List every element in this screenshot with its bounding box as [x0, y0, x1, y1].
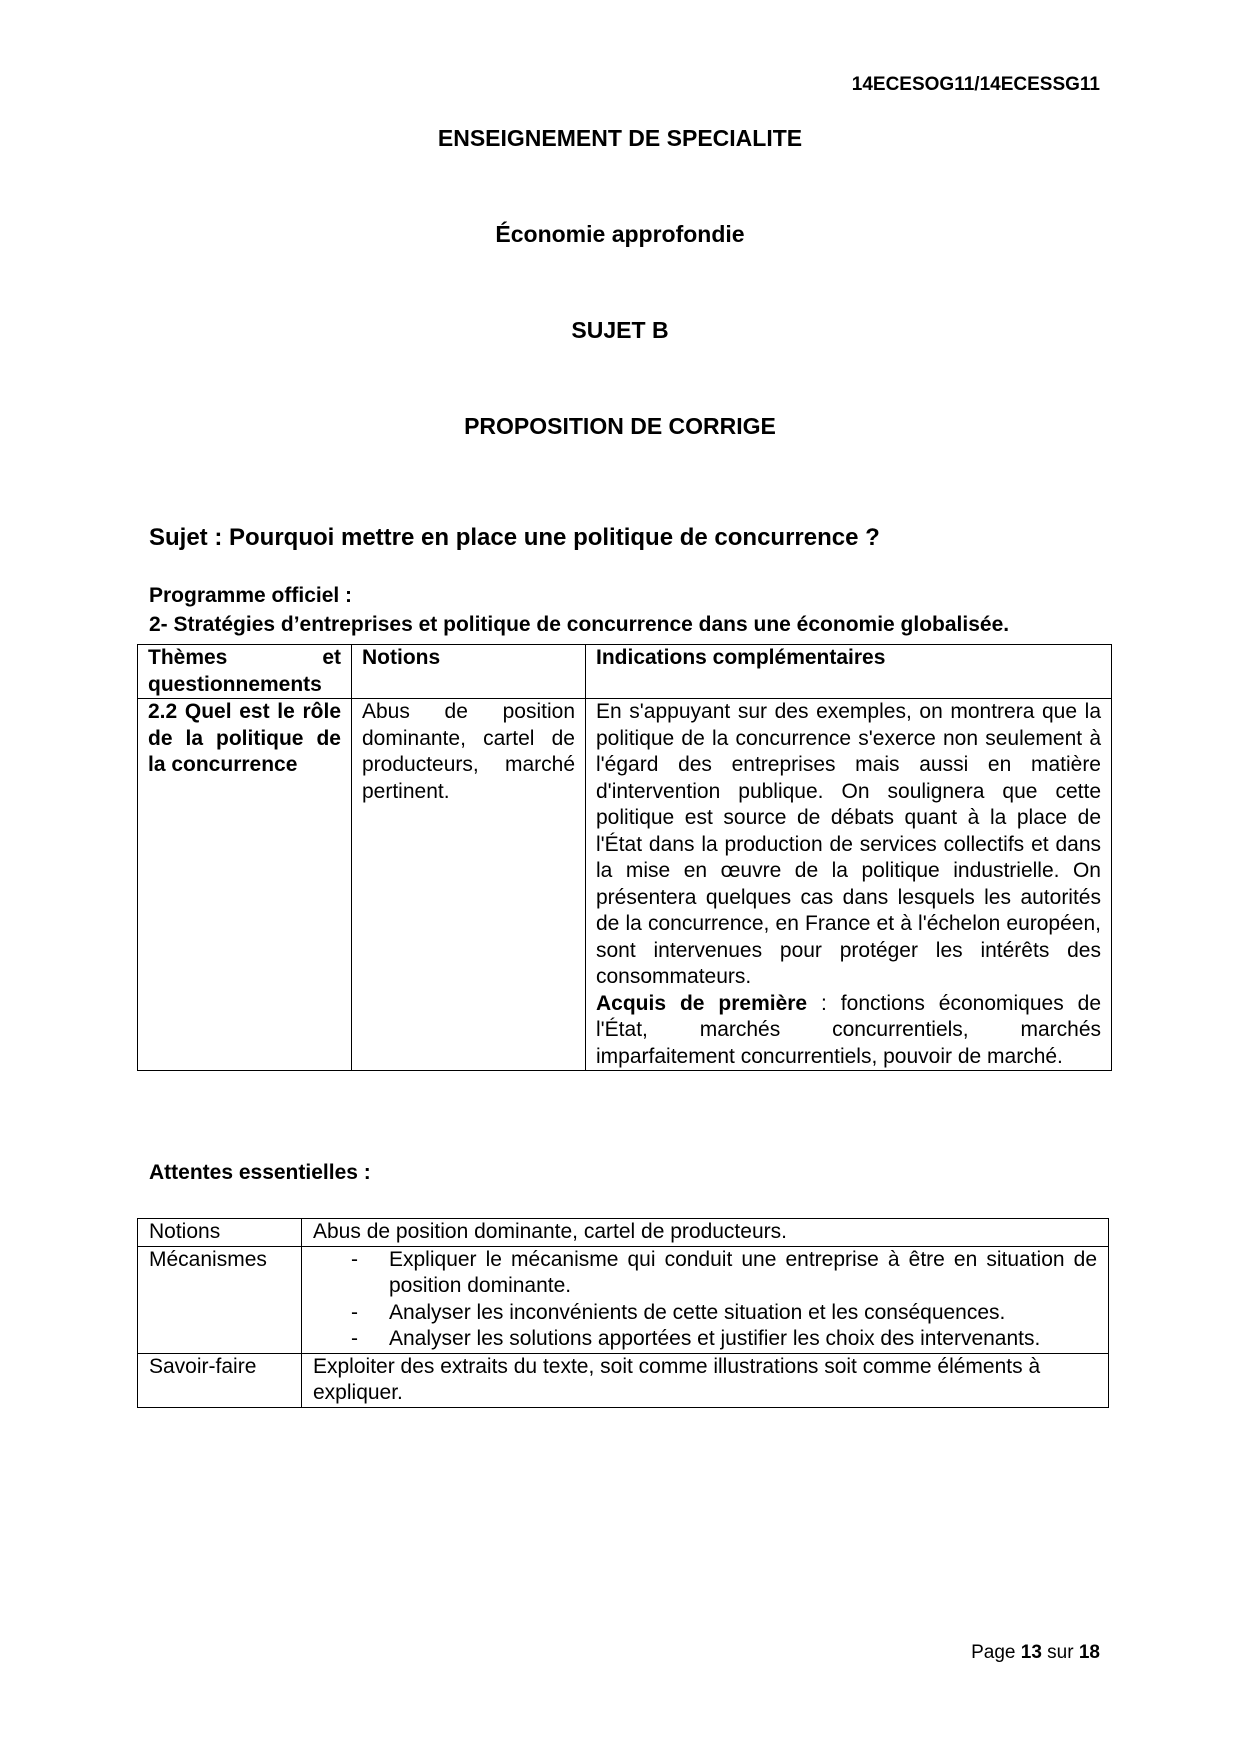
title-corrige: PROPOSITION DE CORRIGE	[464, 413, 776, 439]
page-number	[971, 1642, 1100, 1664]
title-sujet: SUJET B	[571, 317, 669, 343]
column-header-indications: Indications complémentaires	[586, 645, 1112, 699]
page-sep: sur	[1047, 1642, 1074, 1663]
attentes-label-mecanismes: Mécanismes	[138, 1246, 302, 1353]
cell-indications	[586, 699, 1112, 1071]
attentes-label-notions: Notions	[138, 1219, 302, 1247]
attentes-content-mecanismes	[302, 1246, 1109, 1353]
attentes-label: Attentes essentielles :	[149, 1161, 371, 1184]
attentes-row-mecanismes	[138, 1246, 1109, 1353]
cell-theme: 2.2 Quel est le rôle de la politique de la concurrence	[138, 699, 352, 1071]
attentes-row-savoir-faire	[138, 1353, 1109, 1407]
list-item: - Analyser les inconvénients de cette situation et les conséquences.	[351, 1300, 1097, 1327]
column-header-themes: Thèmes et questionnements	[138, 645, 352, 699]
list-item: - Analyser les solutions apportées et justifier les choix des intervenants.	[351, 1326, 1097, 1353]
page-word: Page	[971, 1642, 1016, 1663]
programme-title: 2- Stratégies d’entreprises et politique de concurrence dans une économie globalisée.	[149, 613, 1010, 636]
column-header-notions: Notions	[352, 645, 586, 699]
attentes-content-savoir-faire: Exploiter des extraits du texte, soit comme illustrations soit comme éléments à expliquer.	[302, 1353, 1109, 1407]
attentes-label-savoir-faire: Savoir-faire	[138, 1353, 302, 1407]
acquis-text: : fonctions économiques de l'État, marchés concurrentiels, marchés imparfaitement concurrentiels, pouvoir de marché.	[596, 991, 1102, 1068]
attentes-row-notions	[138, 1219, 1109, 1247]
list-item: - Expliquer le mécanisme qui conduit une entreprise à être en situation de position dominante.	[351, 1247, 1097, 1300]
title-specialite: ENSEIGNEMENT DE SPECIALITE	[437, 125, 803, 151]
document-code: 14ECESOG11/14ECESSG11	[851, 74, 1100, 95]
page-total: 18	[1078, 1642, 1100, 1663]
acquis-block	[596, 991, 1101, 1071]
indications-text: En s'appuyant sur des exemples, on montrera que la politique de la concurrence s'exerce non seulement à l'égard des entreprises mais aussi en matière d'intervention publique. On soulignera que cette politique est source de débats quant à la place de l'État dans la production de services collectifs et dans la mise en œuvre de la politique industrielle. On présentera quelques cas dans lesquels les autorités de la concurrence, en France et à l'échelon européen, sont intervenues pour protéger les intérêts des consommateurs.	[596, 700, 1101, 988]
programme-header-row	[138, 645, 1112, 699]
cell-notions: Abus de position dominante, cartel de producteurs, marché pertinent.	[352, 699, 586, 1071]
acquis-label: Acquis de première	[596, 991, 808, 1015]
attentes-content-notions: Abus de position dominante, cartel de producteurs.	[302, 1219, 1109, 1247]
page-current: 13	[1020, 1642, 1042, 1663]
title-subject-area: Économie approfondie	[495, 221, 745, 247]
attentes-table	[137, 1218, 1109, 1408]
programme-table	[137, 644, 1112, 1071]
mecanismes-list	[313, 1247, 1097, 1353]
programme-row	[138, 699, 1112, 1071]
programme-label: Programme officiel :	[149, 584, 353, 607]
sujet-question: Sujet : Pourquoi mettre en place une politique de concurrence ?	[149, 524, 880, 551]
